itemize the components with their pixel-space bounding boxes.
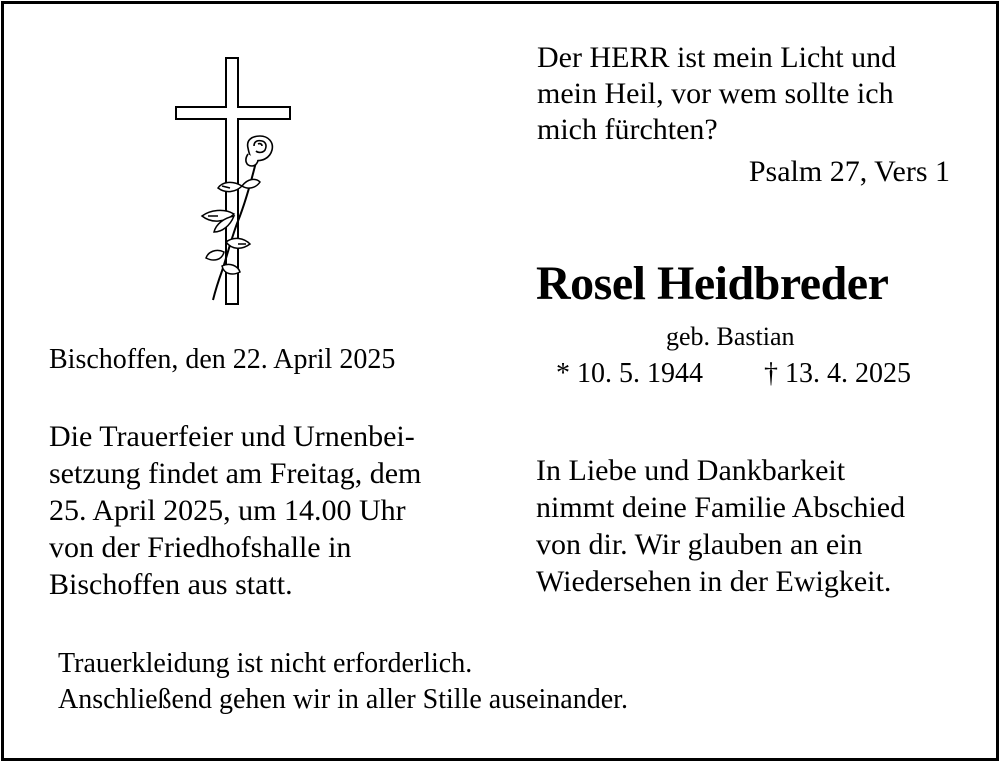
family-line: In Liebe und Dankbarkeit	[536, 454, 846, 487]
funeral-service-text	[49, 418, 421, 603]
birth-name: geb. Bastian	[666, 322, 795, 351]
service-line: von der Friedhofshalle in	[49, 531, 352, 564]
verse-line: Der HERR ist mein Licht und	[537, 41, 897, 74]
service-line: Bischoffen aus statt.	[49, 568, 293, 601]
family-farewell-text	[536, 452, 905, 600]
deceased-name: Rosel Heidbreder	[536, 257, 889, 310]
death-date: † 13. 4. 2025	[764, 358, 911, 389]
note-line: Trauerkleidung ist nicht erforderlich.	[58, 648, 473, 679]
family-line: nimmt deine Familie Abschied	[536, 491, 906, 524]
service-line: setzung findet am Freitag, dem	[49, 457, 422, 490]
service-line: Die Trauerfeier und Urnenbei-	[49, 420, 415, 453]
cross-with-rose-icon	[172, 56, 296, 306]
family-line: Wiedersehen in der Ewigkeit.	[536, 565, 892, 598]
note-line: Anschließend gehen wir in aller Stille auseinander.	[58, 684, 628, 715]
bible-verse	[537, 40, 957, 148]
closing-note	[58, 646, 628, 718]
verse-reference: Psalm 27, Vers 1	[748, 155, 950, 188]
birth-date: * 10. 5. 1944	[556, 358, 703, 389]
verse-line: mein Heil, vor wem sollte ich	[537, 77, 894, 110]
place-and-date: Bischoffen, den 22. April 2025	[49, 344, 396, 375]
family-line: von dir. Wir glauben an ein	[536, 528, 863, 561]
service-line: 25. April 2025, um 14.00 Uhr	[49, 494, 406, 527]
verse-line: mich fürchten?	[537, 113, 718, 146]
